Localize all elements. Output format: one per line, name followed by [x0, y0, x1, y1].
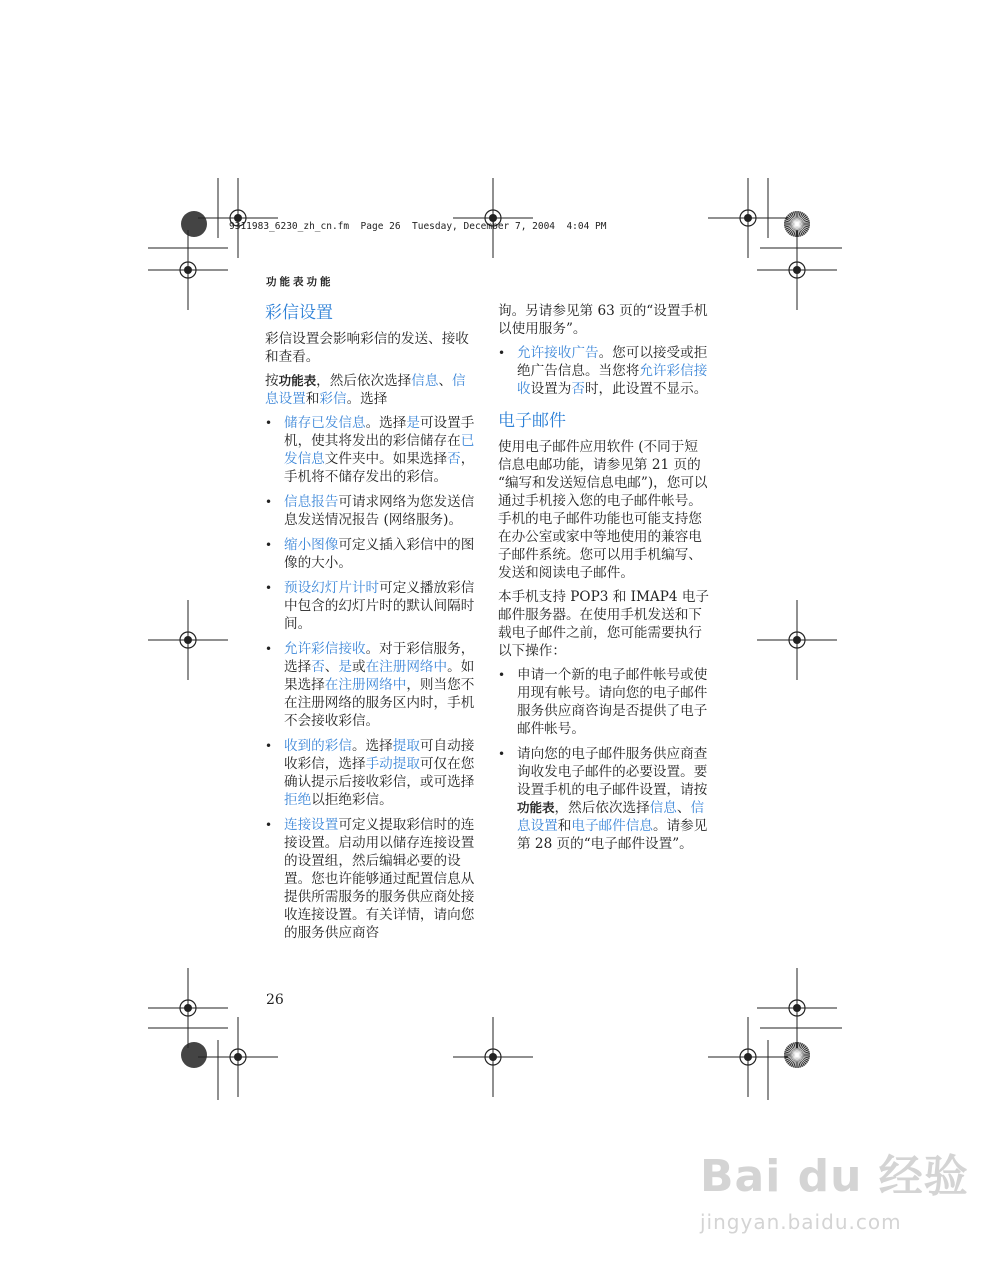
list-item [265, 579, 477, 633]
watermark-url: jingyan.baidu.com [700, 1210, 902, 1234]
text-run: 本手机支持 POP3 和 IMAP4 电子邮件服务器。在使用手机发送和下载电子邮件之前，您可能需要执行以下操作： [498, 589, 710, 659]
list-item [265, 414, 477, 486]
menu-option-term: 手动提取 [365, 756, 420, 772]
crosshair-dot [234, 1053, 242, 1061]
menu-option-term: 是 [338, 659, 352, 675]
text-run: ，然后依次选择 [554, 800, 650, 816]
crosshair-dot [184, 1004, 192, 1012]
page-number: 26 [266, 992, 284, 1008]
left-column [265, 302, 477, 949]
text-run: 设置为 [530, 381, 572, 397]
text-run: 、 [324, 659, 339, 675]
text-run: 、 [676, 800, 691, 816]
text-run: ，然后依次选择 [316, 373, 412, 389]
text-run: 。如果选择 [284, 659, 475, 693]
menu-option-term: 允许彩信接收 [517, 363, 708, 397]
crosshair-dot [184, 636, 192, 644]
menu-option-term: 已发信息 [284, 433, 475, 467]
text-run: 和 [557, 818, 572, 834]
menu-key-term: 功能表 [517, 800, 555, 815]
text-run: 询。另请参见第 63 页的“设置手机以使用服务”。 [498, 303, 708, 337]
text-run: 。选择 [346, 391, 388, 407]
menu-option-term: 预设幻灯片计时 [284, 580, 380, 596]
text-run: 文件夹中。如果选择 [324, 451, 448, 467]
menu-option-term: 允许接收广告 [517, 345, 599, 361]
list-item [498, 745, 710, 853]
file-header: 9311983_6230_zh_cn.fm Page 26 Tuesday, December 7, 2004 4:04 PM [229, 221, 607, 232]
list-item [265, 816, 477, 942]
text-run: 申请一个新的电子邮件帐号或使用现有帐号。请向您的电子邮件服务供应商咨询是否提供了电子邮件帐号。 [517, 667, 708, 737]
continuation-text [498, 302, 710, 338]
list-item [265, 737, 477, 809]
ad-option-list [498, 344, 710, 398]
registration-disk-icon [181, 1042, 207, 1068]
section-title-mms-settings: 彩信设置 [265, 303, 333, 323]
email-steps-list [498, 666, 710, 853]
menu-option-term: 允许彩信接收 [284, 641, 366, 657]
menu-option-term: 在注册网络中 [365, 659, 448, 675]
menu-key-term: 功能表 [278, 373, 317, 388]
text-run: 可仅在您确认提示后接收彩信，或可选择 [284, 756, 475, 790]
section-title-email: 电子邮件 [498, 411, 566, 431]
menu-option-term: 电子邮件信息 [571, 818, 653, 834]
crosshair-dot [793, 1004, 801, 1012]
text-run: 使用电子邮件应用软件 (不同于短信息电邮功能，请参见第 21 页的 “编写和发送短信息电邮”)，您可以通过手机接入您的电子邮件帐号。手机的电子邮件功能也可能支持您在办公室或家中等地使用的兼容电子邮件系统。您可以用手机编写、发送和阅读电子邮件。 [498, 439, 708, 581]
paragraph [498, 438, 710, 582]
running-head: 功能表功能 [266, 276, 334, 288]
list-item [498, 344, 710, 398]
text-run: 或 [351, 659, 366, 675]
menu-option-term: 彩信 [319, 391, 347, 407]
watermark-brand: Bai du 经验 [700, 1151, 969, 1202]
text-run: 可定义播放彩信中包含的幻灯片时的默认间隔时间。 [284, 580, 475, 632]
registration-disk-icon [181, 211, 207, 237]
text-run: 。请参见第 28 页的“电子邮件设置”。 [517, 818, 708, 852]
list-item [265, 493, 477, 529]
list-item [498, 666, 710, 738]
email-intro [498, 438, 710, 660]
menu-option-term: 信息设置 [517, 800, 705, 834]
text-run: 时，此设置不显示。 [584, 381, 708, 397]
menu-option-term: 收到的彩信 [284, 738, 352, 754]
menu-option-term: 提取 [392, 738, 420, 754]
crosshair-dot [184, 266, 192, 274]
menu-option-term: 否 [311, 659, 325, 675]
text-run: 彩信设置会影响彩信的发送、接收和查看。 [265, 331, 469, 365]
paragraph [265, 330, 477, 366]
text-run: ，则当您不在注册网络的服务区内时，手机不会接收彩信。 [284, 677, 475, 729]
text-run: 按 [265, 373, 279, 389]
right-column [498, 302, 710, 860]
menu-option-term: 信息设置 [265, 373, 466, 407]
text-run: 。对于彩信服务，选择 [284, 641, 475, 675]
menu-option-term: 在注册网络中 [324, 677, 407, 693]
text-run: 可定义插入彩信中的图像的大小。 [284, 537, 475, 571]
text-run: 以拒绝彩信。 [311, 792, 393, 808]
mms-options-list [265, 414, 477, 942]
crosshair-dot [744, 214, 752, 222]
menu-option-term: 连接设置 [284, 817, 339, 833]
crosshair-dot [793, 636, 801, 644]
menu-option-term: 否 [571, 381, 585, 397]
menu-option-term: 否 [447, 451, 461, 467]
watermark [700, 1140, 969, 1234]
menu-option-term: 信息 [411, 373, 439, 389]
menu-option-term: 拒绝 [284, 792, 312, 808]
text-run: 可请求网络为您发送信息发送情况报告 (网络服务)。 [284, 494, 475, 528]
text-run: 。您可以接受或拒绝广告信息。当您将 [517, 345, 708, 379]
crosshair-dot [793, 266, 801, 274]
text-run: 、 [438, 373, 453, 389]
text-run: 。选择 [351, 738, 393, 754]
menu-option-term: 信息报告 [284, 494, 339, 510]
text-run: ，手机将不储存发出的彩信。 [284, 451, 475, 485]
menu-option-term: 是 [406, 415, 420, 431]
crosshair-dot [744, 1053, 752, 1061]
paragraph [498, 588, 710, 660]
crosshair-dot [489, 1053, 497, 1061]
list-item [265, 536, 477, 572]
text-run: 和 [305, 391, 320, 407]
text-run: 可定义提取彩信时的连接设置。启动用以储存连接设置的设置组，然后编辑必要的设置。您也许能够通过配置信息从提供所需服务的服务供应商处接收连接设置。有关详情，请向您的服务供应商咨 [284, 817, 475, 941]
menu-option-term: 缩小图像 [284, 537, 339, 553]
paragraph [265, 372, 477, 408]
text-run: 请向您的电子邮件服务供应商查询收发电子邮件的必要设置。要设置手机的电子邮件设置，请按 [517, 746, 708, 798]
text-run: 可设置手机，使其将发出的彩信储存在 [284, 415, 475, 449]
text-run: 。选择 [365, 415, 407, 431]
menu-option-term: 储存已发信息 [284, 415, 366, 431]
list-item [265, 640, 477, 730]
menu-option-term: 信息 [649, 800, 677, 816]
mms-intro [265, 330, 477, 408]
text-run: 可自动接收彩信，选择 [284, 738, 475, 772]
